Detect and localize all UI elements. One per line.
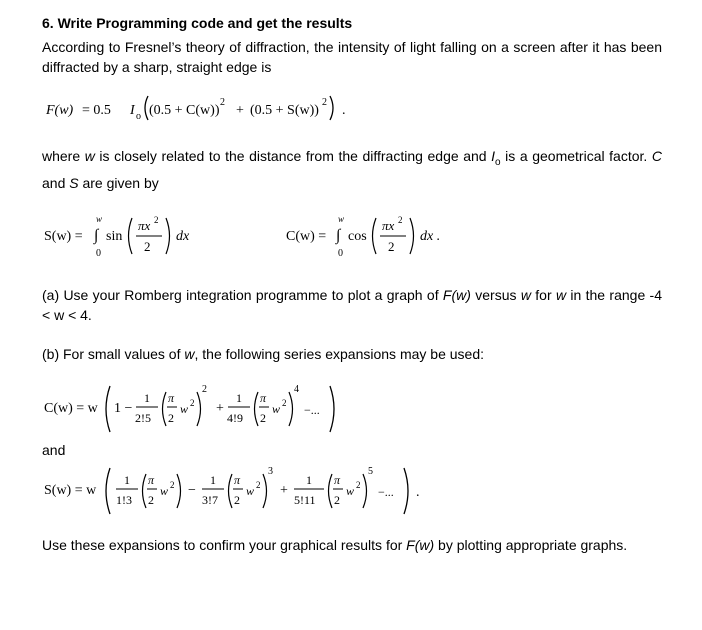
serC-g1-sq: 2 bbox=[190, 398, 195, 408]
where-text-2: is closely related to the distance from the diffracting edge and bbox=[94, 148, 492, 164]
equation-S-integral bbox=[40, 208, 220, 264]
where-text-4: and bbox=[42, 174, 70, 191]
serC-f2-den: 4!9 bbox=[227, 411, 243, 425]
serS-lhs: S(w) = w bbox=[44, 483, 97, 498]
serS-g1-pi: π bbox=[148, 473, 155, 487]
serC-lhs: C(w) = w bbox=[44, 401, 98, 416]
equation-F bbox=[40, 86, 370, 128]
eqF-exp1: 2 bbox=[220, 97, 225, 108]
serC-g1-pi: π bbox=[168, 391, 175, 405]
part-b-text-1: (b) For small values of bbox=[42, 346, 185, 362]
serS-g2-pi: π bbox=[234, 473, 241, 487]
serS-f2-num: 1 bbox=[210, 473, 216, 487]
where-I: I bbox=[491, 148, 496, 164]
part-a-text-2: versus bbox=[470, 287, 521, 303]
serC-outer-left bbox=[106, 386, 110, 432]
intro-paragraph: According to Fresnel’s theory of diffraction, the intensity of light falling on a screen after it has been diffracted by a sharp, straight edge is bbox=[42, 39, 662, 75]
serS-plus: + bbox=[280, 483, 288, 498]
where-C: C bbox=[651, 148, 663, 164]
eqF-left-paren bbox=[145, 96, 148, 120]
serC-f2-num: 1 bbox=[236, 391, 242, 405]
where-text-1: where bbox=[42, 148, 85, 164]
eqC-lhs: C(w) = bbox=[286, 229, 327, 244]
serS-g1-w: w bbox=[160, 484, 169, 498]
serS-g2-right bbox=[263, 474, 267, 508]
serC-g2-w: w bbox=[272, 402, 281, 416]
where-S: S bbox=[69, 174, 79, 191]
closing-text-1: Use these expansions to confirm your graphical results for bbox=[42, 537, 407, 553]
serS-g1-sq: 2 bbox=[170, 480, 175, 490]
eqF-lhs: F(w) bbox=[46, 103, 74, 118]
serS-outer-left bbox=[106, 468, 110, 514]
eqF-term2: (0.5 + S(w)) bbox=[250, 103, 319, 118]
serS-f1-num: 1 bbox=[124, 473, 130, 487]
serC-g2-sq: 2 bbox=[282, 398, 287, 408]
serS-exp2: 3 bbox=[268, 466, 273, 477]
eqF-plus: + bbox=[236, 103, 244, 118]
eqC-den: 2 bbox=[388, 239, 395, 254]
serC-tail: −... bbox=[304, 403, 320, 417]
serC-g1-two: 2 bbox=[168, 411, 174, 425]
serC-g1-left bbox=[163, 392, 167, 426]
serS-f3-num: 1 bbox=[306, 473, 312, 487]
serS-g2-w: w bbox=[246, 484, 255, 498]
eqC-fn: cos bbox=[348, 229, 367, 244]
eqS-dx: dx bbox=[176, 229, 190, 244]
part-a-paragraph bbox=[42, 285, 662, 325]
where-w: w bbox=[84, 148, 95, 164]
eqS-integral: ∫ bbox=[94, 227, 99, 244]
part-a-text-4: in the range -4 < w < 4. bbox=[42, 287, 663, 323]
serS-minus: − bbox=[188, 483, 196, 498]
serC-exp2: 4 bbox=[294, 384, 299, 395]
serS-g1-right bbox=[177, 474, 181, 508]
eqS-left-paren bbox=[129, 218, 133, 254]
serC-one: 1 − bbox=[114, 401, 133, 416]
part-a-text-1: (a) Use your Romberg integration programme to plot a graph of bbox=[42, 287, 443, 303]
serC-f1-den: 2!5 bbox=[135, 411, 151, 425]
problem-heading: 6. Write Programming code and get the results bbox=[42, 15, 353, 31]
eqC-left-paren bbox=[373, 218, 377, 254]
part-b-paragraph bbox=[42, 344, 662, 364]
serS-g1-two: 2 bbox=[148, 493, 154, 507]
serC-f1-num: 1 bbox=[144, 391, 150, 405]
eqC-upper: w bbox=[338, 214, 345, 224]
where-text-3: is a geometrical factor. bbox=[500, 148, 652, 164]
part-b-text-2: , the following series expansions may be used: bbox=[194, 346, 484, 362]
equation-S-series bbox=[40, 456, 440, 518]
serS-g2-left bbox=[229, 474, 233, 508]
eqF-sub-o: o bbox=[136, 111, 141, 122]
part-a-text-3: for bbox=[530, 287, 556, 303]
closing-F: F(w) bbox=[406, 537, 435, 553]
eqC-num: πx bbox=[382, 218, 395, 233]
eqC-integral: ∫ bbox=[336, 227, 341, 244]
where-sub-o: o bbox=[495, 156, 501, 168]
eqS-lower: 0 bbox=[96, 248, 101, 259]
serS-f3-den: 5!11 bbox=[294, 493, 316, 507]
serS-f1-den: 1!3 bbox=[116, 493, 132, 507]
equation-C-series bbox=[40, 376, 360, 436]
serS-tail: −... bbox=[378, 485, 394, 499]
eqC-dx: dx . bbox=[420, 229, 441, 244]
serS-g3-pi: π bbox=[334, 473, 341, 487]
eqF-I: I bbox=[130, 103, 135, 118]
eqF-end: . bbox=[342, 103, 346, 118]
serS-g3-right bbox=[363, 474, 367, 508]
eqS-num-exp: 2 bbox=[154, 215, 159, 225]
where-text-5: are given by bbox=[78, 174, 159, 191]
closing-text-2: by plotting appropriate graphs. bbox=[434, 537, 628, 553]
eqS-lhs: S(w) = bbox=[44, 229, 83, 244]
eqF-prefix: = 0.5 bbox=[82, 103, 111, 118]
part-a-w1: w bbox=[520, 287, 531, 303]
serS-end: . bbox=[416, 485, 420, 500]
eqS-fn: sin bbox=[106, 229, 123, 244]
serC-g2-pi: π bbox=[260, 391, 267, 405]
serC-outer-right bbox=[330, 386, 334, 432]
serC-exp1: 2 bbox=[202, 384, 207, 395]
eqS-right-paren bbox=[166, 218, 170, 254]
serS-g3-two: 2 bbox=[334, 493, 340, 507]
where-paragraph bbox=[42, 146, 662, 193]
serS-g1-left bbox=[143, 474, 147, 508]
serS-g3-sq: 2 bbox=[356, 480, 361, 490]
eqF-right-paren bbox=[330, 96, 333, 120]
eqS-upper: w bbox=[96, 214, 103, 224]
serS-exp3: 5 bbox=[368, 466, 373, 477]
serC-plus: + bbox=[216, 401, 224, 416]
serS-g3-w: w bbox=[346, 484, 355, 498]
eqF-exp2: 2 bbox=[322, 97, 327, 108]
eqF-term1: (0.5 + C(w)) bbox=[149, 103, 220, 118]
part-b-w: w bbox=[184, 346, 195, 362]
serS-g3-left bbox=[329, 474, 333, 508]
serC-g1-w: w bbox=[180, 402, 189, 416]
eqC-num-exp: 2 bbox=[398, 215, 403, 225]
closing-paragraph bbox=[42, 535, 662, 555]
eqS-den: 2 bbox=[144, 239, 151, 254]
serS-g2-sq: 2 bbox=[256, 480, 261, 490]
and-label: and bbox=[42, 442, 66, 458]
serC-g1-right bbox=[197, 392, 201, 426]
part-a-w2: w bbox=[555, 287, 567, 303]
eqC-right-paren bbox=[410, 218, 414, 254]
eqC-lower: 0 bbox=[338, 248, 343, 259]
serS-f2-den: 3!7 bbox=[202, 493, 218, 507]
eqS-num: πx bbox=[138, 218, 151, 233]
serS-outer-right bbox=[404, 468, 408, 514]
serC-g2-left bbox=[255, 392, 259, 426]
part-a-F: F(w) bbox=[442, 287, 471, 303]
equation-C-integral bbox=[282, 208, 462, 264]
serS-g2-two: 2 bbox=[234, 493, 240, 507]
serC-g2-two: 2 bbox=[260, 411, 266, 425]
serC-g2-right bbox=[289, 392, 293, 426]
